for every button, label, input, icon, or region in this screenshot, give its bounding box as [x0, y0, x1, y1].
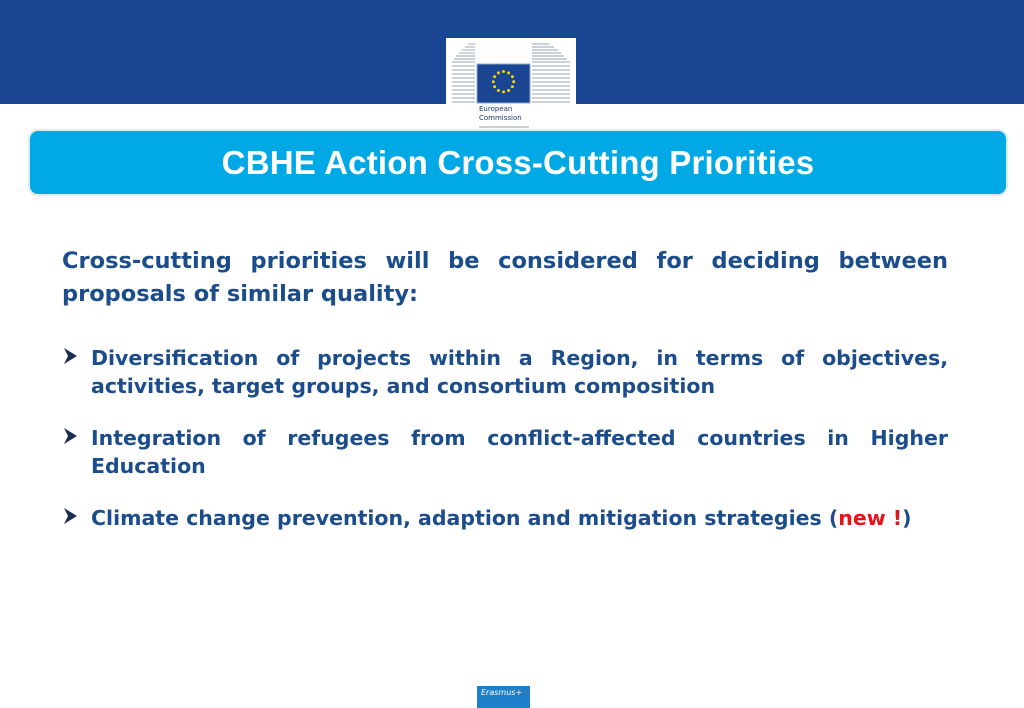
- list-item-text-end: ): [902, 506, 912, 530]
- slide-title: CBHE Action Cross-Cutting Priorities: [221, 143, 815, 181]
- arrow-bullet-icon: [62, 507, 78, 525]
- erasmus-plus-logo: Erasmus+: [477, 686, 530, 708]
- intro-paragraph: Cross-cutting priorities will be considered for deciding between proposals of similar quality:: [62, 248, 948, 307]
- arrow-bullet-icon: [62, 427, 78, 445]
- list-item: [62, 344, 948, 400]
- priorities-list: [62, 344, 948, 532]
- list-item: [62, 424, 948, 480]
- list-item-text: Diversification of projects within a Region, in terms of objectives, activities, target groups, and consortium composition: [91, 346, 948, 398]
- list-item-text: Climate change prevention, adaption and mitigation strategies (: [91, 506, 839, 530]
- slide-body: [62, 245, 948, 532]
- new-label: new !: [838, 506, 903, 530]
- logo-wordmark: European Commission: [479, 105, 522, 122]
- list-item-text: Integration of refugees from conflict-affected countries in Higher Education: [91, 426, 948, 478]
- slide-title-bar: [30, 131, 1006, 194]
- arrow-bullet-icon: [62, 347, 78, 365]
- logo-underline: [479, 126, 529, 128]
- list-item: [62, 504, 948, 532]
- european-commission-logo: [446, 38, 576, 130]
